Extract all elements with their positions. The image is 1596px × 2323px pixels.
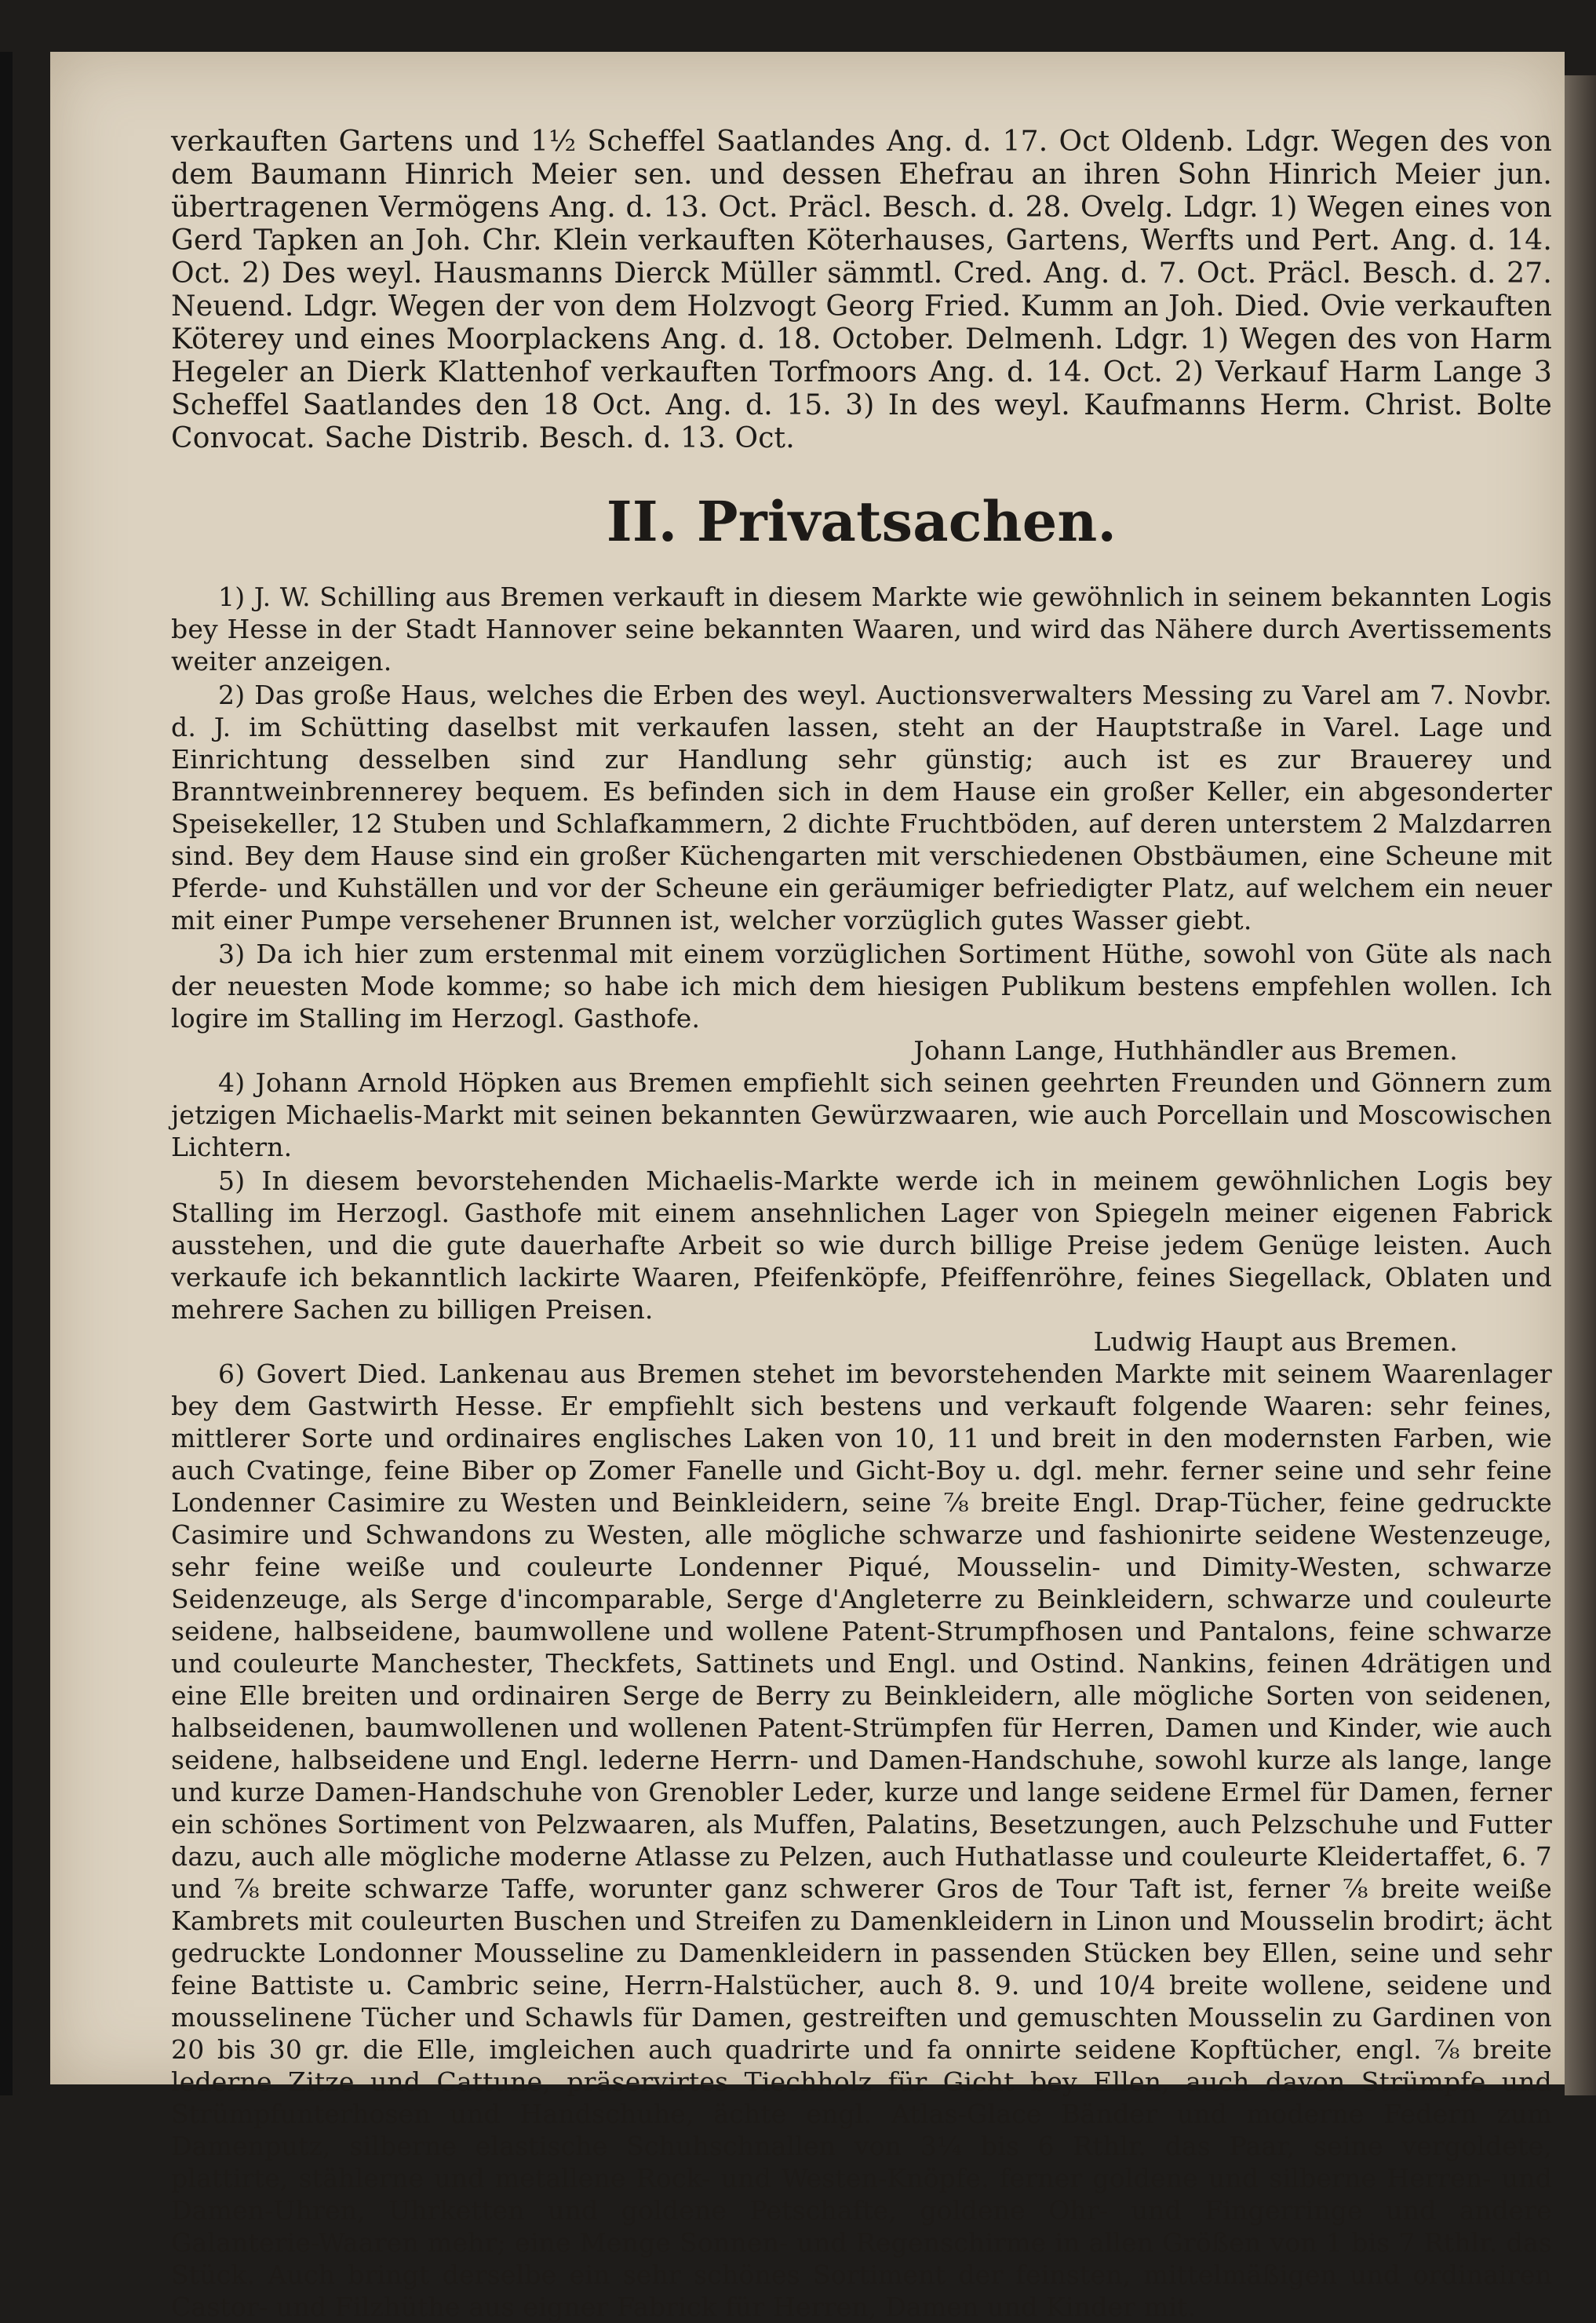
notice-5: 5) In diesem bevorstehenden Michaelis-Markte werde ich in meinem gewöhnlichen Logis bey Stalling im Herzogl. Gasthofe mit einem ansehnlichen Lager von Spiegeln meiner eigenen Fabrick ausstehen, und die gute dauerhafte Arbeit so wie durch billige Preise jedem Genüge leisten. Auch verkaufe ich bekanntlich lackirte Waaren, Pfeifenköpfe, Pfeiffenröhre, feines Siegellack, Oblaten und mehrere Sachen zu billigen Preisen. xyxy=(171,1165,1552,1325)
notice-3-signature: Johann Lange, Huthhändler aus Bremen. xyxy=(913,1035,1458,1066)
notice-2: 2) Das große Haus, welches die Erben des weyl. Auctionsverwalters Messing zu Varel am 7. Novbr. d. J. im Schütting daselbst mit verkaufen lassen, steht an der Hauptstraße in Varel. Lage und Einrichtung desselben sind zur Handlung sehr günstig; auch ist es zur Brauerey und Branntweinbrennerey bequem. Es befinden sich in dem Hause ein großer Keller, ein abgesonderter Speisekeller, 12 Stuben und Schlafkammern, 2 dichte Fruchtböden, auf deren unterstem 2 Malzdarren sind. Bey dem Hause sind ein großer Küchengarten mit verschiedenen Obstbäumen, eine Scheune mit Pferde- und Kuhställen und vor der Scheune ein geräumiger befriedigter Platz, auf welchem ein neuer mit einer Pumpe versehener Brunnen ist, welcher vorzüglich gutes Wasser giebt. xyxy=(171,680,1552,935)
page-text xyxy=(171,126,1552,2323)
notice-1: 1) J. W. Schilling aus Bremen verkauft in diesem Markte wie gewöhnlich in seinem bekannten Logis bey Hesse in der Stadt Hannover seine bekannten Waaren, und wird das Nähere durch Avertissements weiter anzeigen. xyxy=(171,582,1552,676)
notice-5-signature: Ludwig Haupt aus Bremen. xyxy=(1093,1326,1458,1357)
book-spine xyxy=(1565,75,1596,2095)
notice-3: 3) Da ich hier zum erstenmal mit einem vorzüglichen Sortiment Hüthe, sowohl von Güte als nach der neuesten Mode komme; so habe ich mich dem hiesigen Publikum bestens empfehlen wollen. Ich logire im Stalling im Herzogl. Gasthofe. xyxy=(171,939,1552,1034)
court-notices-paragraph: verkauften Gartens und 1½ Scheffel Saatlandes Ang. d. 17. Oct Oldenb. Ldgr. Wegen des von dem Baumann Hinrich Meier sen. und dessen Ehefrau an ihren Sohn Hinrich Meier jun. übertragenen Vermögens Ang. d. 13. Oct. Präcl. Besch. d. 28. Ovelg. Ldgr. 1) Wegen eines von Gerd Tapken an Joh. Chr. Klein verkauften Köterhauses, Gartens, Werfts und Pert. Ang. d. 14. Oct. 2) Des weyl. Hausmanns Dierck Müller sämmtl. Cred. Ang. d. 7. Oct. Präcl. Besch. d. 27. Neuend. Ldgr. Wegen der von dem Holzvogt Georg Fried. Kumm an Joh. Died. Ovie verkauften Köterey und eines Moorplackens Ang. d. 18. October. Delmenh. Ldgr. 1) Wegen des von Harm Hegeler an Dierk Klattenhof verkauften Torfmoors Ang. d. 14. Oct. 2) Verkauf Harm Lange 3 Scheffel Saatlandes den 18 Oct. Ang. d. 15. 3) In des weyl. Kaufmanns Herm. Christ. Bolte Convocat. Sache Distrib. Besch. d. 13. Oct. xyxy=(171,126,1552,454)
section-heading: II. Privatsachen. xyxy=(606,489,1117,554)
scan-edge xyxy=(0,52,13,2095)
notice-4: 4) Johann Arnold Höpken aus Bremen empfiehlt sich seinen geehrten Freunden und Gönnern zum jetzigen Michaelis-Markt mit seinen bekannten Gewürzwaaren, wie auch Porcellain und Moscowischen Lichtern. xyxy=(171,1067,1552,1162)
notice-6: 6) Govert Died. Lankenau aus Bremen stehet im bevorstehenden Markte mit seinem Waarenlager bey dem Gastwirth Hesse. Er empfiehlt sich bestens und verkauft folgende Waaren: sehr feines, mittlerer Sorte und ordinaires englisches Laken von 10, 11 und breit in den modernsten Farben, wie auch Cvatinge, feine Biber op Zomer Fanelle und Gicht-Boy u. dgl. mehr. ferner seine und sehr feine Londenner Casimire zu Westen und Beinkleidern, seine ⅞ breite Engl. Drap-Tücher, feine gedruckte Casimire und Schwandons zu Westen, alle mögliche schwarze und fashionirte seidene Westenzeuge, sehr feine weiße und couleurte Londenner Piqué, Mousselin- und Dimity-Westen, schwarze Seidenzeuge, als Serge d'incomparable, Serge d'Angleterre zu Beinkleidern, schwarze und couleurte seidene, halbseidene, baumwollene und wollene Patent-Strumpfhosen und Pantalons, feine schwarze und couleurte Manchester, Theckfets, Sattinets und Engl. und Ostind. Nankins, feinen 4drätigen und eine Elle breiten und ordinairen Serge de Berry zu Beinkleidern, alle mögliche Sorten von seidenen, halbseidenen, baumwollenen und wollenen Patent-Strümpfen für Herren, Damen und Kinder, wie auch seidene, halbseidene und Engl. lederne Herrn- und Damen-Handschuhe, sowohl kurze als lange, lange und kurze Damen-Handschuhe von Grenobler Leder, kurze und lange seidene Ermel für Damen, ferner ein schönes Sortiment von Pelzwaaren, als Muffen, Palatins, Besetzungen, auch Pelzschuhe und Futter dazu, auch alle mögliche moderne Atlasse zu Pelzen, auch Huthatlasse und couleurte Kleidertaffet, 6. 7 und ⅞ breite schwarze Taffe, worunter ganz schwerer Gros de Tour Taft ist, ferner ⅞ breite weiße Kambrets mit couleurten Buschen und Streifen zu Damenkleidern in Linon und Mousselin brodirt; ächt gedruckte Londonner Mousseline zu Damenkleidern in passenden Stücken bey Ellen, seine und sehr feine Battiste u. Cambric seine, Herrn-Halstücher, auch 8. 9. und 10/4 breite wollene, seidene und mousselinene Tücher und Schawls für Damen, gestreiften und gemuschten Mousselin zu Gardinen von 20 bis 30 gr. die Elle, imgleichen auch quadrirte und fa onnirte seidene Kopftücher, engl. ⅞ breite lederne Zitze und Cattune, präservirtes Tiechholz für Gicht bey Ellen, auch davon Strümpfe und Strümpfunterhosen und Handschuhe, ächte engl. Atlas-Glace Bänder und moderne Federn zum Damenputz, silberne elastische Schuhschnallen von 3¼ bis 6 Rthlr. das Paar, seine vergoldete, plattirte, stählerne und metallene Rock- und Westen-Knöpfe. ferner goldene und silberne Herren- und Damen-Uhren, Uhrketten und goldene Petschafte, goldene Ohr- und Fingerringe und andere Galanterie-Waaren mehr; eine Menge Sonnen- und Regenschirme in allen Größen von 1 bis 7 Rthlr. das Stück. Auch bringt derselbe ein sehr schönes Sortiment der feinsten, mittelmäßigen und ordinairen Castor- und Filzhüthe aus eigner Fabrick für Herren, Damen und Kinder mit. xyxy=(171,1358,1552,2322)
